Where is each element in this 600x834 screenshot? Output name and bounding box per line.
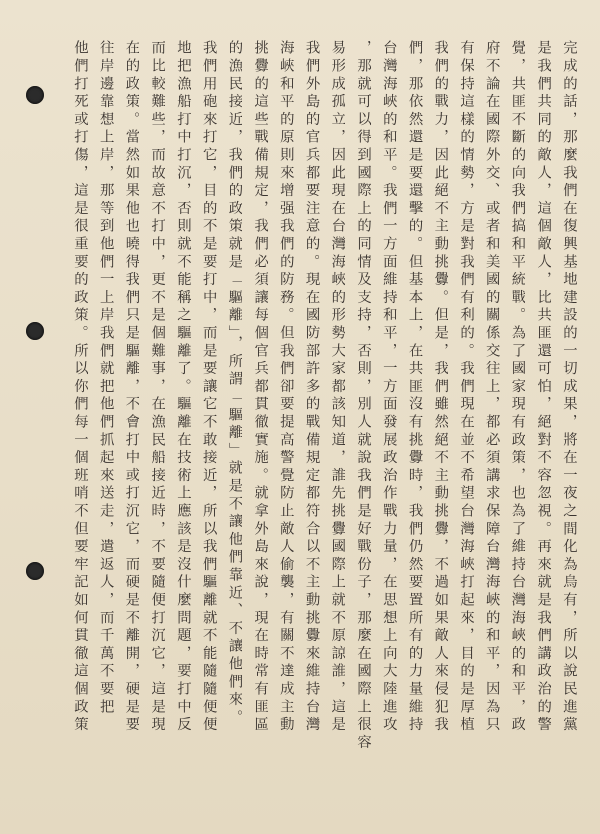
text-column: 們，那依然還是要還擊的。但基本上，在共匪沒有挑釁時，我們仍然要置所有的力量維持 xyxy=(406,40,423,735)
text-column: ，那就可以得到國際上的同情及支持，否則，別人就說我們是好戰份子，那麼在國際上很容 xyxy=(355,40,372,752)
text-column: 有保持這樣的情勢，方是對我們有利的。我們現在並不希望台灣海峽打起來，目的是厚植 xyxy=(458,40,475,735)
text-column: 而比較難些，而故意不打中，更不是個難事，在漁民船接近時，不要隨便打沉它，這是現 xyxy=(149,40,166,735)
text-column: 是我們共同的敵人，這個敵人，比共匪還可怕，絕對不容忽視。再來就是我們講政治的警 xyxy=(535,40,552,735)
text-column: 地把漁船打中打沉，否則就不能稱之驅離了。驅離在技術上應該是沒什麼問題，要打中反 xyxy=(174,40,191,735)
text-column: 往岸邊靠想上岸，那等到他們一上岸我們就把他們抓起來送走，遣返人，而千萬不要把 xyxy=(97,40,114,717)
binder-hole xyxy=(26,86,44,104)
text-column: 挑釁的這些戰備規定，我們必須讓每個官兵都貫徹實施。就拿外島來說，現在時常有匪區 xyxy=(252,40,269,735)
text-column: 府不論在國際外交、或者和美國的關係交往上，都必須講求保障台灣海峽的和平，因為只 xyxy=(483,40,500,735)
text-column: 覺，共匪不斷的向我們搞和平統戰。為了國家現有政策，也為了維持台灣海峽的和平，政 xyxy=(509,40,526,735)
text-column: 的漁民接近，我們的政策就是「驅離」，所謂「驅離」就是不讓他們靠近、不讓他們來。 xyxy=(226,40,243,727)
text-column: 我們用砲來打它，目的不是要打中，而是要讓它不敢接近，所以我們驅離就不能隨隨便便 xyxy=(200,40,217,735)
binder-hole xyxy=(26,562,44,580)
vertical-text-block xyxy=(72,40,577,800)
text-column: 我們的戰力，因此絕不主動挑釁。但是，我們雖然絕不主動挑釁，不過如果敵人來侵犯我 xyxy=(432,40,449,735)
text-column: 海峽和平的原則來增强我們的防務。但我們卻要提高警覺防止敵人偷襲，有關不達成主動 xyxy=(277,40,294,735)
text-column: 完成的話，那麼我們在復興基地建設的一切成果，將在一夜之間化為烏有，所以說民進黨 xyxy=(560,40,577,735)
text-column: 在的政策。當然如果他也曉得我們只是驅離，不會打中或打沉它，而硬是不離開，硬是要 xyxy=(123,40,140,735)
binder-hole xyxy=(26,322,44,340)
text-column: 台灣海峽的和平。我們一方面維持和平，一方面發展政治作戰力量，在思想上向大陸進攻 xyxy=(380,40,397,735)
text-column: 我們外島的官兵都要注意的。現在國防部許多的戰備規定都符合以不主動挑釁來維持台灣 xyxy=(303,40,320,735)
text-column: 他們打死或打傷，這是很重要的政策。所以你們每一個班哨不但要牢記如何貫徹這個政策 xyxy=(72,40,88,735)
text-column: 易形成孤立，因此現在台灣海峽的形勢大家都該知道，誰先挑釁國際上就不原諒誰，這是 xyxy=(329,40,346,735)
